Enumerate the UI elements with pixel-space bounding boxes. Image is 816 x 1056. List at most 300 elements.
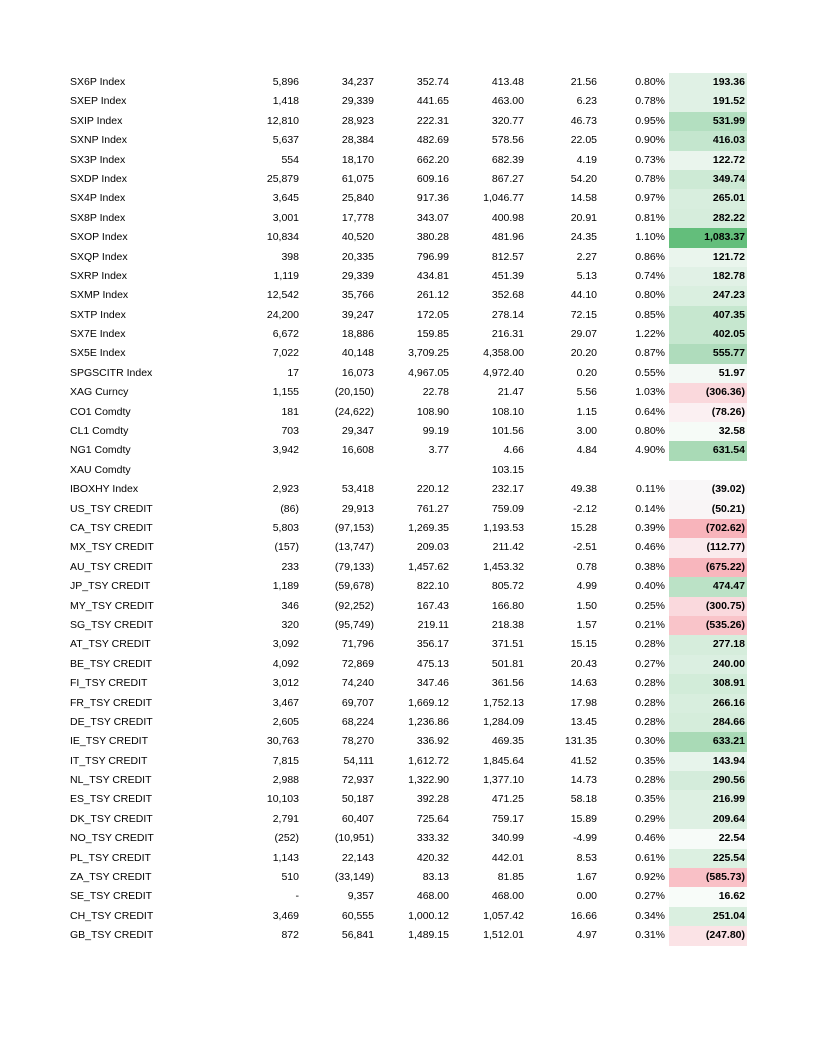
value-cell-1: 7,022 xyxy=(272,347,299,360)
name-cell: CH_TSY CREDIT xyxy=(70,909,154,922)
value-cell-5: 58.18 xyxy=(570,793,597,806)
value-cell-1: 3,092 xyxy=(272,638,299,651)
pnl-cell: 16.62 xyxy=(669,887,747,906)
value-cell-5: 3.00 xyxy=(576,425,597,438)
value-cell-4: 371.51 xyxy=(491,638,524,651)
pnl-cell: 416.03 xyxy=(669,131,747,150)
percent-cell: 0.46% xyxy=(635,832,665,845)
pnl-cell: (39.02) xyxy=(669,480,747,499)
value-cell-2: 72,869 xyxy=(341,657,374,670)
value-cell-5: 20.20 xyxy=(570,347,597,360)
percent-cell: 0.28% xyxy=(635,715,665,728)
value-cell-5: 14.73 xyxy=(570,774,597,787)
value-cell-4: 463.00 xyxy=(491,95,524,108)
value-cell-4: 805.72 xyxy=(491,580,524,593)
value-cell-5: 46.73 xyxy=(570,114,597,127)
pnl-cell: (78.26) xyxy=(669,403,747,422)
percent-cell: 0.78% xyxy=(635,95,665,108)
value-cell-1: 2,605 xyxy=(272,715,299,728)
value-cell-4: 578.56 xyxy=(491,134,524,147)
value-cell-1: 872 xyxy=(281,929,299,942)
value-cell-4: 1,193.53 xyxy=(483,521,524,534)
value-cell-1: 3,645 xyxy=(272,192,299,205)
value-cell-5: 20.91 xyxy=(570,211,597,224)
percent-cell: 1.03% xyxy=(635,386,665,399)
value-cell-4: 103.15 xyxy=(491,463,524,476)
pnl-cell: 182.78 xyxy=(669,267,747,286)
name-cell: JP_TSY CREDIT xyxy=(70,580,151,593)
value-cell-3: 475.13 xyxy=(416,657,449,670)
value-cell-4: 21.47 xyxy=(497,386,524,399)
value-cell-1: 346 xyxy=(281,599,299,612)
pnl-cell: (300.75) xyxy=(669,597,747,616)
name-cell: SXTP Index xyxy=(70,308,126,321)
pnl-cell: 122.72 xyxy=(669,151,747,170)
value-cell-1: 510 xyxy=(281,871,299,884)
percent-cell: 0.28% xyxy=(635,677,665,690)
percent-cell: 0.95% xyxy=(635,114,665,127)
value-cell-5: 49.38 xyxy=(570,483,597,496)
value-cell-5: 6.23 xyxy=(576,95,597,108)
name-cell: SXQP Index xyxy=(70,250,128,263)
value-cell-5: 5.56 xyxy=(576,386,597,399)
value-cell-5: 13.45 xyxy=(570,715,597,728)
pnl-cell: 555.77 xyxy=(669,344,747,363)
value-cell-2: 60,407 xyxy=(341,812,374,825)
value-cell-2: 16,608 xyxy=(341,444,374,457)
percent-cell: 0.85% xyxy=(635,308,665,321)
value-cell-3: 336.92 xyxy=(416,735,449,748)
pnl-cell: 22.54 xyxy=(669,829,747,848)
value-cell-4: 400.98 xyxy=(491,211,524,224)
pnl-cell: 121.72 xyxy=(669,248,747,267)
value-cell-5: 15.89 xyxy=(570,812,597,825)
pnl-cell: 143.94 xyxy=(669,752,747,771)
value-cell-3: 222.31 xyxy=(416,114,449,127)
value-cell-4: 81.85 xyxy=(497,871,524,884)
value-cell-3: 261.12 xyxy=(416,289,449,302)
pnl-cell: 216.99 xyxy=(669,790,747,809)
name-cell: CL1 Comdty xyxy=(70,425,129,438)
value-cell-5: 8.53 xyxy=(576,851,597,864)
value-cell-3: 343.07 xyxy=(416,211,449,224)
value-cell-3: 609.16 xyxy=(416,172,449,185)
value-cell-2: 39,247 xyxy=(341,308,374,321)
value-cell-3: 468.00 xyxy=(416,890,449,903)
value-cell-5: -2.12 xyxy=(573,502,597,515)
name-cell: DE_TSY CREDIT xyxy=(70,715,153,728)
name-cell: CA_TSY CREDIT xyxy=(70,521,153,534)
value-cell-4: 867.27 xyxy=(491,172,524,185)
percent-cell: 0.64% xyxy=(635,405,665,418)
name-cell: CO1 Comdty xyxy=(70,405,131,418)
value-cell-5: 1.15 xyxy=(576,405,597,418)
value-cell-4: 1,057.42 xyxy=(483,909,524,922)
percent-cell: 0.86% xyxy=(635,250,665,263)
value-cell-5: 21.56 xyxy=(570,76,597,88)
value-cell-4: 413.48 xyxy=(491,76,524,88)
value-cell-1: 3,469 xyxy=(272,909,299,922)
value-cell-1: 3,467 xyxy=(272,696,299,709)
value-cell-4: 1,845.64 xyxy=(483,754,524,767)
value-cell-4: 4,972.40 xyxy=(483,366,524,379)
value-cell-2: 16,073 xyxy=(341,366,374,379)
percent-cell: 4.90% xyxy=(635,444,665,457)
value-cell-5: 1.67 xyxy=(576,871,597,884)
pnl-cell: (50.21) xyxy=(669,500,747,519)
value-cell-2: 60,555 xyxy=(341,909,374,922)
value-cell-1: - xyxy=(295,890,299,903)
percent-cell: 0.78% xyxy=(635,172,665,185)
pnl-cell: 209.64 xyxy=(669,810,747,829)
value-cell-4: 166.80 xyxy=(491,599,524,612)
percent-cell: 0.80% xyxy=(635,289,665,302)
name-cell: NG1 Comdty xyxy=(70,444,131,457)
name-cell: DK_TSY CREDIT xyxy=(70,812,153,825)
percent-cell: 0.61% xyxy=(635,851,665,864)
percent-cell: 0.27% xyxy=(635,657,665,670)
percent-cell: 0.30% xyxy=(635,735,665,748)
name-cell: SPGSCITR Index xyxy=(70,366,153,379)
value-cell-1: 4,092 xyxy=(272,657,299,670)
pnl-cell: (247.80) xyxy=(669,926,747,945)
value-cell-1: 181 xyxy=(281,405,299,418)
value-cell-1: 703 xyxy=(281,425,299,438)
value-cell-5: 24.35 xyxy=(570,231,597,244)
pnl-cell: 277.18 xyxy=(669,635,747,654)
value-cell-1: 7,815 xyxy=(272,754,299,767)
value-cell-4: 1,046.77 xyxy=(483,192,524,205)
value-cell-5: 1.57 xyxy=(576,618,597,631)
value-cell-3: 209.03 xyxy=(416,541,449,554)
value-cell-3: 99.19 xyxy=(422,425,449,438)
percent-cell: 0.55% xyxy=(635,366,665,379)
value-cell-1: 2,988 xyxy=(272,774,299,787)
value-cell-2: (33,149) xyxy=(334,871,374,884)
value-cell-3: 167.43 xyxy=(416,599,449,612)
value-cell-3: 1,669.12 xyxy=(408,696,449,709)
value-cell-2: 28,384 xyxy=(341,134,374,147)
value-cell-5: 4.84 xyxy=(576,444,597,457)
value-cell-5: 17.98 xyxy=(570,696,597,709)
value-cell-4: 4,358.00 xyxy=(483,347,524,360)
value-cell-3: 108.90 xyxy=(416,405,449,418)
value-cell-5: 72.15 xyxy=(570,308,597,321)
value-cell-2: (97,153) xyxy=(334,521,374,534)
value-cell-1: 12,542 xyxy=(266,289,299,302)
pnl-cell: 284.66 xyxy=(669,713,747,732)
value-cell-2: 29,913 xyxy=(341,502,374,515)
value-cell-4: 469.35 xyxy=(491,735,524,748)
name-cell: IT_TSY CREDIT xyxy=(70,754,148,767)
name-cell: SX3P Index xyxy=(70,153,126,166)
name-cell: FR_TSY CREDIT xyxy=(70,696,153,709)
pnl-cell: 51.97 xyxy=(669,364,747,383)
value-cell-2: (95,749) xyxy=(334,618,374,631)
name-cell: SXRP Index xyxy=(70,269,128,282)
percent-cell: 0.90% xyxy=(635,134,665,147)
percent-cell: 0.80% xyxy=(635,76,665,88)
name-cell: MX_TSY CREDIT xyxy=(70,541,154,554)
value-cell-3: 420.32 xyxy=(416,851,449,864)
name-cell: IBOXHY Index xyxy=(70,483,139,496)
percent-cell: 0.28% xyxy=(635,696,665,709)
value-cell-4: 211.42 xyxy=(492,541,524,554)
value-cell-3: 1,457.62 xyxy=(408,560,449,573)
value-cell-3: 333.32 xyxy=(416,832,449,845)
value-cell-5: 0.78 xyxy=(576,560,597,573)
value-cell-1: 5,803 xyxy=(272,521,299,534)
value-cell-3: 822.10 xyxy=(416,580,449,593)
value-cell-5: 29.07 xyxy=(570,328,597,341)
value-cell-1: 17 xyxy=(287,366,299,379)
name-cell: SXOP Index xyxy=(70,231,128,244)
value-cell-1: 2,791 xyxy=(272,812,299,825)
value-cell-3: 220.12 xyxy=(416,483,449,496)
name-cell: XAG Curncy xyxy=(70,386,129,399)
value-cell-1: 1,155 xyxy=(272,386,299,399)
value-cell-2: 18,170 xyxy=(341,153,374,166)
value-cell-2: 53,418 xyxy=(341,483,374,496)
value-cell-5: 20.43 xyxy=(570,657,597,670)
value-cell-3: 1,000.12 xyxy=(408,909,449,922)
pnl-cell: 631.54 xyxy=(669,441,747,460)
value-cell-2: 78,270 xyxy=(341,735,374,748)
value-cell-2: (79,133) xyxy=(334,560,374,573)
pnl-cell: 247.23 xyxy=(669,286,747,305)
name-cell: NL_TSY CREDIT xyxy=(70,774,152,787)
value-cell-3: 761.27 xyxy=(416,502,449,515)
value-cell-5: 16.66 xyxy=(570,909,597,922)
pnl-cell: 1,083.37 xyxy=(669,228,747,247)
value-cell-5: 14.58 xyxy=(570,192,597,205)
pnl-cell: 32.58 xyxy=(669,422,747,441)
value-cell-3: 434.81 xyxy=(416,269,449,282)
pnl-cell: 349.74 xyxy=(669,170,747,189)
value-cell-4: 759.09 xyxy=(491,502,524,515)
value-cell-4: 1,284.09 xyxy=(483,715,524,728)
value-cell-2: 22,143 xyxy=(341,851,374,864)
value-cell-4: 481.96 xyxy=(491,231,524,244)
value-cell-3: 1,236.86 xyxy=(408,715,449,728)
value-cell-5: 15.28 xyxy=(570,521,597,534)
percent-cell: 0.28% xyxy=(635,638,665,651)
name-cell: US_TSY CREDIT xyxy=(70,502,153,515)
value-cell-4: 501.81 xyxy=(491,657,524,670)
percent-cell: 0.35% xyxy=(635,754,665,767)
name-cell: SXEP Index xyxy=(70,95,127,108)
value-cell-5: 131.35 xyxy=(564,735,597,748)
value-cell-3: 441.65 xyxy=(416,95,449,108)
value-cell-3: 1,612.72 xyxy=(408,754,449,767)
value-cell-4: 1,752.13 xyxy=(483,696,524,709)
value-cell-1: 24,200 xyxy=(266,308,299,321)
value-cell-1: (252) xyxy=(274,832,299,845)
value-cell-3: 662.20 xyxy=(416,153,449,166)
value-cell-3: 347.46 xyxy=(416,677,449,690)
percent-cell: 0.11% xyxy=(636,483,665,496)
value-cell-2: 28,923 xyxy=(341,114,374,127)
pnl-cell: 290.56 xyxy=(669,771,747,790)
percent-cell: 0.92% xyxy=(635,871,665,884)
value-cell-2: 72,937 xyxy=(341,774,374,787)
value-cell-4: 812.57 xyxy=(491,250,524,263)
value-cell-4: 468.00 xyxy=(491,890,524,903)
pnl-cell xyxy=(669,461,747,480)
value-cell-5: 41.52 xyxy=(570,754,597,767)
value-cell-5: 5.13 xyxy=(576,269,597,282)
value-cell-2: 29,339 xyxy=(341,95,374,108)
value-cell-2: 74,240 xyxy=(341,677,374,690)
value-cell-2: 17,778 xyxy=(341,211,374,224)
pnl-cell: (306.36) xyxy=(669,383,747,402)
name-cell: PL_TSY CREDIT xyxy=(70,851,151,864)
value-cell-2: 35,766 xyxy=(341,289,374,302)
value-cell-3: 219.11 xyxy=(417,618,449,631)
value-cell-2: 69,707 xyxy=(341,696,374,709)
value-cell-2: 29,347 xyxy=(341,425,374,438)
name-cell: SXIP Index xyxy=(70,114,123,127)
value-cell-2: 9,357 xyxy=(347,890,374,903)
percent-cell: 0.34% xyxy=(635,909,665,922)
value-cell-2: (20,150) xyxy=(334,386,374,399)
value-cell-4: 320.77 xyxy=(491,114,524,127)
value-cell-1: 30,763 xyxy=(266,735,299,748)
pnl-cell: 474.47 xyxy=(669,577,747,596)
pnl-cell: 407.35 xyxy=(669,306,747,325)
value-cell-2: 29,339 xyxy=(341,269,374,282)
percent-cell: 0.40% xyxy=(635,580,665,593)
value-cell-2: 68,224 xyxy=(341,715,374,728)
value-cell-2: 40,148 xyxy=(341,347,374,360)
value-cell-5: 1.50 xyxy=(576,599,597,612)
value-cell-4: 4.66 xyxy=(503,444,524,457)
value-cell-1: 398 xyxy=(281,250,299,263)
value-cell-5: 54.20 xyxy=(570,172,597,185)
percent-cell: 0.31% xyxy=(635,929,665,942)
name-cell: NO_TSY CREDIT xyxy=(70,832,154,845)
pnl-cell: (702.62) xyxy=(669,519,747,538)
value-cell-4: 451.39 xyxy=(491,269,524,282)
pnl-cell: 193.36 xyxy=(669,73,747,92)
value-cell-4: 471.25 xyxy=(491,793,524,806)
percent-cell: 1.22% xyxy=(635,328,665,341)
name-cell: SX6P Index xyxy=(70,76,126,88)
value-cell-3: 725.64 xyxy=(416,812,449,825)
value-cell-1: 5,896 xyxy=(272,76,299,88)
name-cell: SXMP Index xyxy=(70,289,129,302)
value-cell-4: 759.17 xyxy=(491,812,524,825)
value-cell-3: 83.13 xyxy=(422,871,449,884)
value-cell-3: 3.77 xyxy=(428,444,449,457)
value-cell-4: 216.31 xyxy=(491,328,524,341)
value-cell-3: 1,489.15 xyxy=(408,929,449,942)
value-cell-2: 50,187 xyxy=(341,793,374,806)
percent-cell: 0.74% xyxy=(635,269,665,282)
value-cell-4: 108.10 xyxy=(491,405,524,418)
value-cell-2: 34,237 xyxy=(341,76,374,88)
value-cell-1: 6,672 xyxy=(272,328,299,341)
value-cell-1: 233 xyxy=(281,560,299,573)
value-cell-4: 232.17 xyxy=(491,483,524,496)
name-cell: SE_TSY CREDIT xyxy=(70,890,153,903)
value-cell-5: 4.99 xyxy=(576,580,597,593)
value-cell-5: 4.97 xyxy=(576,929,597,942)
value-cell-1: 3,012 xyxy=(272,677,299,690)
name-cell: ES_TSY CREDIT xyxy=(70,793,153,806)
percent-cell: 0.39% xyxy=(635,521,665,534)
name-cell: SXNP Index xyxy=(70,134,128,147)
value-cell-3: 1,322.90 xyxy=(408,774,449,787)
value-cell-4: 1,377.10 xyxy=(483,774,524,787)
name-cell: BE_TSY CREDIT xyxy=(70,657,153,670)
name-cell: GB_TSY CREDIT xyxy=(70,929,154,942)
value-cell-2: 54,111 xyxy=(343,754,374,767)
percent-cell: 0.97% xyxy=(635,192,665,205)
value-cell-3: 356.17 xyxy=(416,638,449,651)
percent-cell: 0.87% xyxy=(635,347,665,360)
value-cell-5: 0.20 xyxy=(576,366,597,379)
pnl-cell: (585.73) xyxy=(669,868,747,887)
value-cell-4: 361.56 xyxy=(491,677,524,690)
pnl-cell: 308.91 xyxy=(669,674,747,693)
name-cell: SX8P Index xyxy=(70,211,126,224)
value-cell-2: (92,252) xyxy=(334,599,374,612)
value-cell-2: (24,622) xyxy=(334,405,374,418)
pnl-cell: 633.21 xyxy=(669,732,747,751)
value-cell-1: 5,637 xyxy=(272,134,299,147)
value-cell-1: 1,189 xyxy=(272,580,299,593)
name-cell: AT_TSY CREDIT xyxy=(70,638,151,651)
value-cell-2: 40,520 xyxy=(341,231,374,244)
value-cell-1: 25,879 xyxy=(266,172,299,185)
value-cell-1: 320 xyxy=(281,618,299,631)
name-cell: XAU Comdty xyxy=(70,463,131,476)
value-cell-3: 1,269.35 xyxy=(408,521,449,534)
pnl-cell: 191.52 xyxy=(669,92,747,111)
pnl-cell: 240.00 xyxy=(669,655,747,674)
percent-cell: 0.29% xyxy=(635,812,665,825)
value-cell-1: 1,418 xyxy=(272,95,299,108)
value-cell-3: 4,967.05 xyxy=(408,366,449,379)
value-cell-1: 2,923 xyxy=(272,483,299,496)
pnl-cell: 266.16 xyxy=(669,694,747,713)
value-cell-2: (13,747) xyxy=(334,541,374,554)
name-cell: FI_TSY CREDIT xyxy=(70,677,148,690)
pnl-cell: 225.54 xyxy=(669,849,747,868)
value-cell-5: -2.51 xyxy=(573,541,597,554)
pnl-cell: 265.01 xyxy=(669,189,747,208)
name-cell: MY_TSY CREDIT xyxy=(70,599,154,612)
value-cell-4: 442.01 xyxy=(491,851,524,864)
percent-cell: 0.80% xyxy=(635,425,665,438)
value-cell-3: 22.78 xyxy=(422,386,449,399)
value-cell-3: 796.99 xyxy=(416,250,449,263)
value-cell-5: 0.00 xyxy=(576,890,597,903)
value-cell-1: 3,001 xyxy=(272,211,299,224)
value-cell-1: 3,942 xyxy=(272,444,299,457)
value-cell-5: 4.19 xyxy=(576,153,597,166)
value-cell-2: 20,335 xyxy=(341,250,374,263)
percent-cell: 0.14% xyxy=(635,502,665,515)
name-cell: ZA_TSY CREDIT xyxy=(70,871,152,884)
value-cell-5: 44.10 xyxy=(570,289,597,302)
value-cell-4: 340.99 xyxy=(491,832,524,845)
value-cell-4: 101.56 xyxy=(491,425,524,438)
value-cell-1: 12,810 xyxy=(266,114,299,127)
name-cell: IE_TSY CREDIT xyxy=(70,735,148,748)
percent-cell: 0.21% xyxy=(635,618,665,631)
